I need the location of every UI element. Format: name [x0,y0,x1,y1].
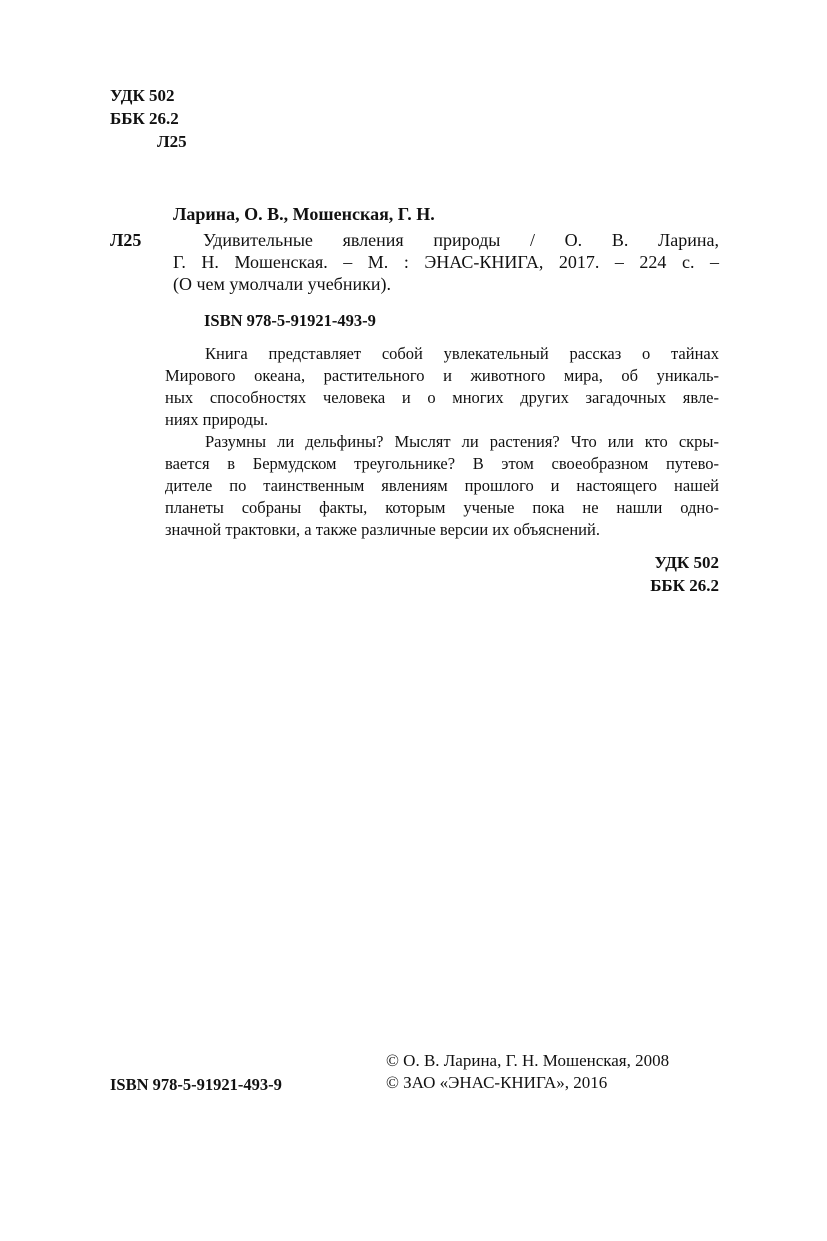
udk-code: УДК 502 [110,86,175,105]
right-udk-code: УДК 502 [654,553,719,572]
copyright-line-2: © ЗАО «ЭНАС-КНИГА», 2016 [386,1073,608,1092]
copyright-line-1: © О. В. Ларина, Г. Н. Мошенская, 2008 [386,1051,670,1070]
abstract-line: Книга представляет собой увлекательный рассказ о тайнах [205,344,719,363]
abstract-line: планеты собраны факты, которым ученые пока не нашли одно- [165,498,719,517]
abstract-paragraph-1 [165,343,719,431]
entry-author-mark: Л25 [110,230,142,250]
author-mark: Л25 [157,132,187,151]
right-bbk-code: ББК 26.2 [650,576,719,595]
abstract-line: вается в Бермудском треугольнике? В этом своеобразном путево- [165,454,719,473]
bbk-code: ББК 26.2 [110,109,179,128]
abstract-line: значной трактовки, а также различные версии их объяснений. [165,520,600,539]
abstract-line: Разумны ли дельфины? Мыслят ли растения? Что или кто скры- [205,432,719,451]
entry-description-line-2: Г. Н. Мошенская. – М. : ЭНАС-КНИГА, 2017. – 224 с. – [173,252,719,272]
footer-isbn: ISBN 978-5-91921-493-9 [110,1075,282,1094]
entry-isbn: ISBN 978-5-91921-493-9 [204,311,376,330]
abstract-line: Мирового океана, растительного и животного мира, об уникаль- [165,366,719,385]
entry-description-line-3: (О чем умолчали учебники). [173,274,391,294]
entry-authors: Ларина, О. В., Мошенская, Г. Н. [173,204,435,224]
abstract-line: ных способностях человека и о многих других загадочных явле- [165,388,719,407]
abstract-line: ниях природы. [165,410,269,429]
abstract-line: дителе по таинственным явлениям прошлого и настоящего нашей [165,476,719,495]
abstract-paragraph-2 [165,431,719,541]
entry-description-line-1: Удивительные явления природы / О. В. Ларина, [203,230,719,250]
